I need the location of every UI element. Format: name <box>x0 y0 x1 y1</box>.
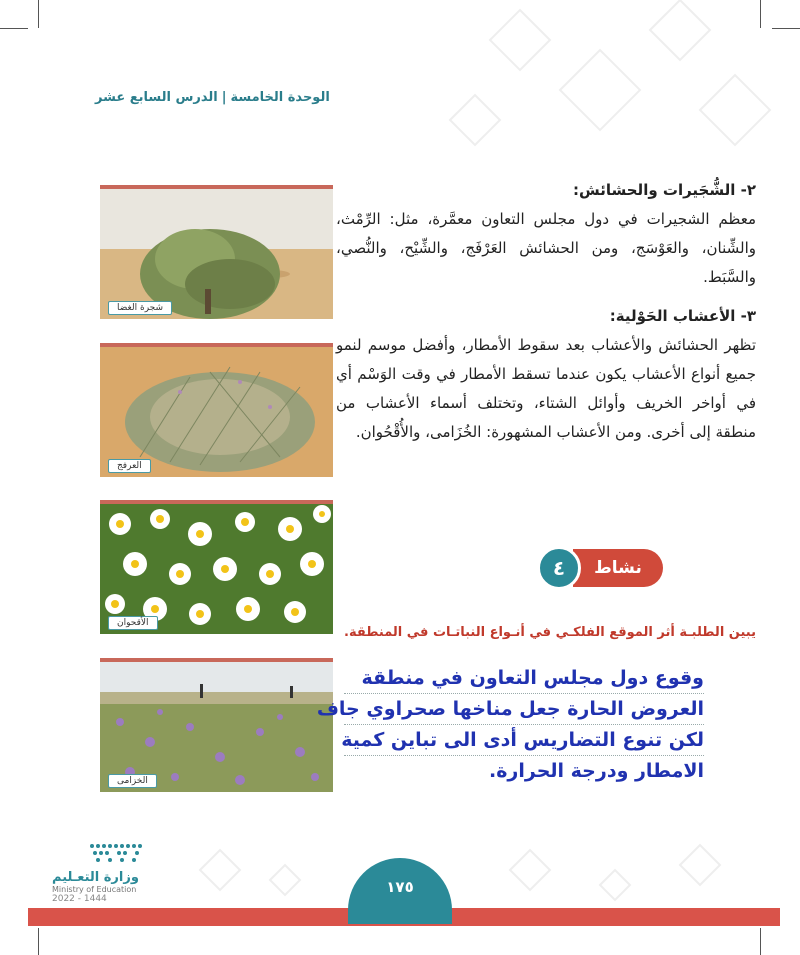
activity-badge <box>537 546 663 590</box>
section-body: معظم الشجيرات في دول مجلس التعاون معمَّرة، مثل: الرِّمْث، والشِّنان، والعَوْسَج، ومن الحشائش العَرْفَج، والشِّيْح، والنُّصي، والسَّبَط. <box>336 210 756 286</box>
background-pattern-bottom <box>180 830 740 910</box>
photo-caption: العرفج <box>108 459 151 473</box>
photo-arfaj <box>100 343 333 477</box>
arfaj-image <box>100 347 333 477</box>
edition-year: 2022 - 1444 <box>52 894 107 904</box>
crop-mark <box>760 0 761 28</box>
background-pattern <box>430 0 800 160</box>
ministry-name-ar: وزارة التعـليم <box>52 870 139 885</box>
activity-question: يبين الطلبـة أثر الموقع الفلكـي في أنـواع النباتـات في المنطقة. <box>344 625 756 640</box>
chamomile-image <box>100 504 333 634</box>
photo-caption: شجرة الغضا <box>108 301 172 315</box>
lavender-image <box>100 662 333 792</box>
section-heading: ٢- الشُّجَيرات والحشائش: <box>573 181 756 199</box>
photo-lavender <box>100 658 333 792</box>
ministry-name-en: Ministry of Education <box>52 885 137 894</box>
answer-line: العروض الحارة جعل مناخها صحراوي جاف <box>344 694 704 725</box>
crop-mark <box>38 0 39 28</box>
section-annual-herbs <box>336 302 756 447</box>
section-body: تظهر الحشائش والأعشاب بعد سقوط الأمطار، وأفضل موسم لنمو جميع أنواع الأعشاب يكون عندما تسقط الأمطار في وقت الوَسْم أي في أواخر الخريف وأوائل الشتاء، وتختلف أسماء الأعشاب من منطقة إلى أخرى. ومن الأعشاب المشهورة: الخُزَامى، والأُقْحُوان. <box>336 336 756 441</box>
crop-mark <box>0 28 28 29</box>
photo-caption: الأقحوان <box>108 616 158 630</box>
answer-line: وقوع دول مجلس التعاون في منطقة <box>344 663 704 694</box>
section-shrubs <box>336 176 756 292</box>
activity-label: نشاط <box>573 549 663 587</box>
photo-ghada-tree <box>100 185 333 319</box>
ghada-tree-image <box>100 189 333 319</box>
photo-caption: الخزامى <box>108 774 157 788</box>
answer-line: الامطار ودرجة الحرارة. <box>489 760 704 782</box>
answer-line: لكن تنوع التضاريس أدى الى تباين كمية <box>344 725 704 756</box>
crop-mark <box>772 28 800 29</box>
crop-mark <box>38 928 39 955</box>
ministry-logo <box>52 840 172 904</box>
photo-chamomile <box>100 500 333 634</box>
crop-mark <box>760 928 761 955</box>
activity-answer[interactable] <box>316 663 704 786</box>
ministry-logo-icon <box>52 840 162 866</box>
running-header <box>95 90 330 105</box>
lesson-title: الدرس السابع عشر <box>95 90 218 105</box>
unit-title: الوحدة الخامسة <box>230 90 330 105</box>
activity-number: ٤ <box>537 546 581 590</box>
header-separator: | <box>221 90 227 105</box>
page-number: ١٧٥ <box>386 878 414 896</box>
section-heading: ٣- الأعشاب الحَوْلية: <box>609 307 756 325</box>
